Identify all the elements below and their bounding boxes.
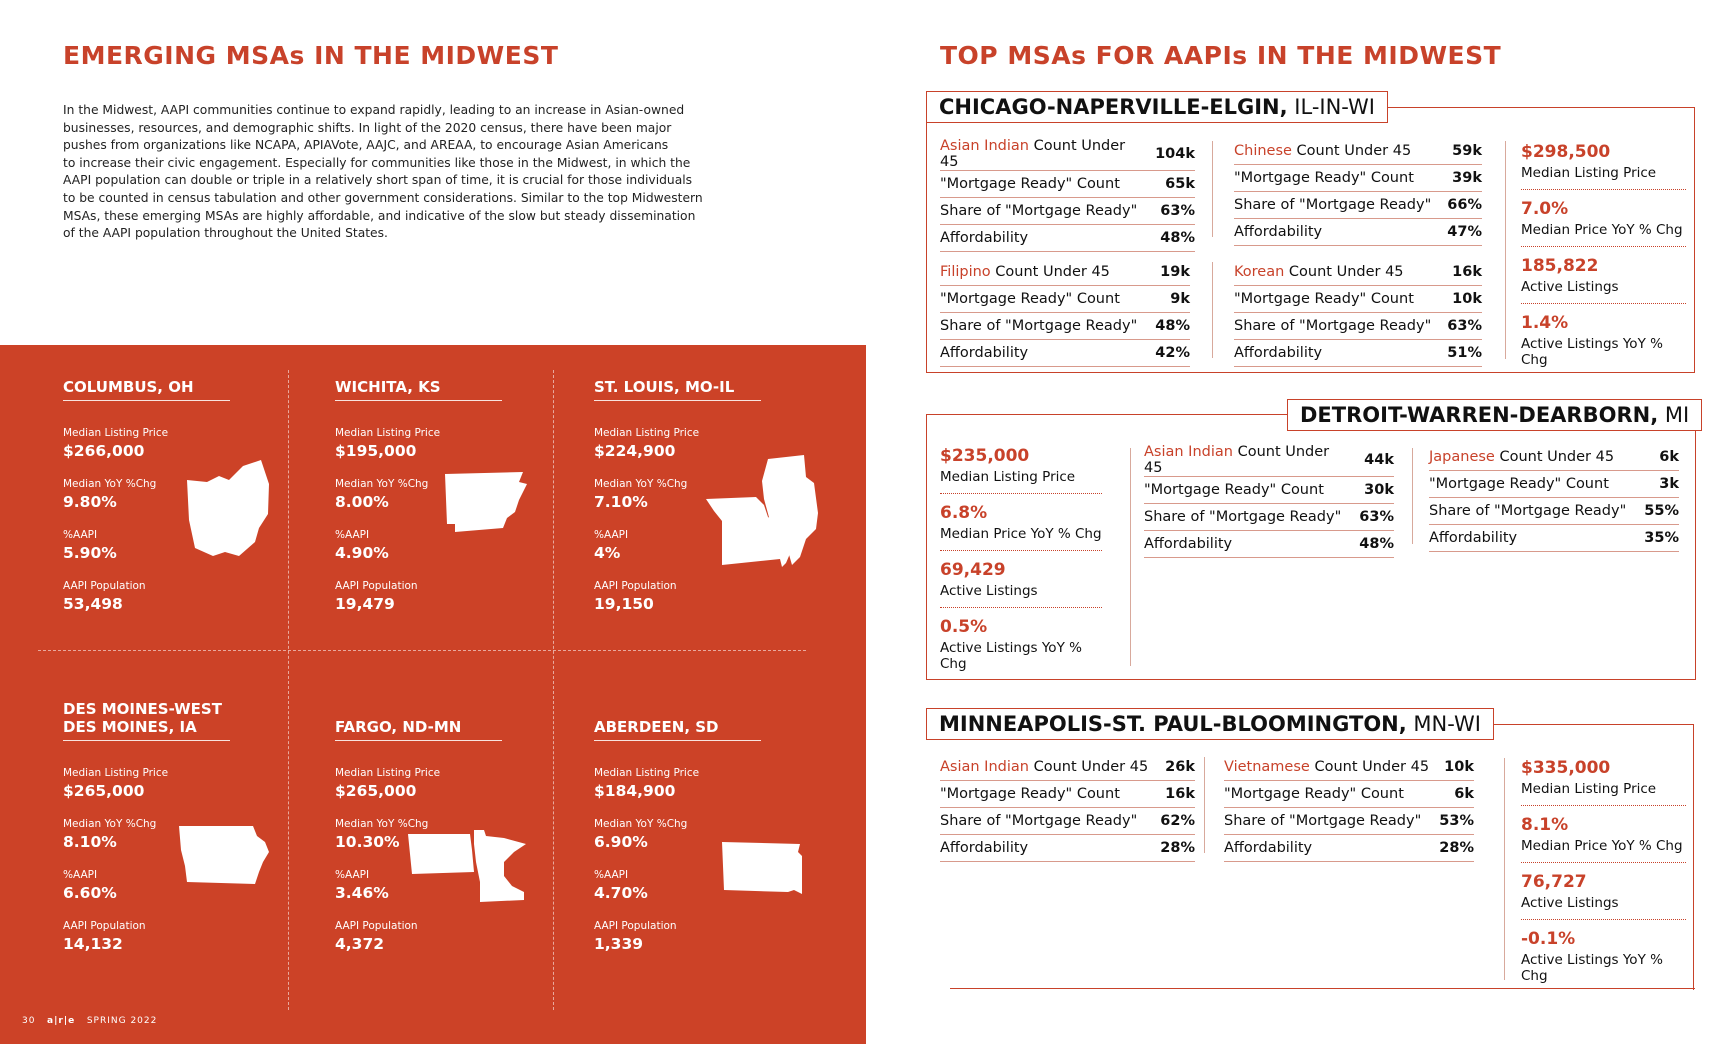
row-label: Affordability — [1234, 219, 1438, 246]
stat-value: 7.10% — [594, 493, 648, 511]
table-value: 65k — [1147, 171, 1195, 198]
missouri-illinois-shape-icon — [706, 455, 823, 575]
table-value: 63% — [1438, 313, 1482, 340]
stat-label: Median YoY %Chg — [335, 818, 429, 830]
kpi-column — [940, 446, 1102, 689]
intro-line: pushes from organizations like NCAPA, APIAVote, AAJC, and AREAA, to encourage Asian Americans — [63, 138, 669, 153]
row-label: Share of "Mortgage Ready" — [1234, 192, 1438, 219]
stat-value: 6.90% — [594, 833, 648, 851]
stat-label: Median Listing Price — [63, 427, 169, 439]
table-value: 59k — [1438, 138, 1482, 165]
stat-label: Median Listing Price — [335, 767, 441, 779]
stat-value: 8.10% — [63, 833, 117, 851]
card-title: CHICAGO-NAPERVILLE-ELGIN, IL-IN-WI — [926, 91, 1388, 123]
row-label: Share of "Mortgage Ready" — [1429, 498, 1634, 525]
stat-label: Median YoY %Chg — [594, 478, 688, 490]
stat-value: 14,132 — [63, 935, 123, 953]
divider — [1212, 141, 1213, 237]
divider — [1204, 757, 1205, 853]
stat-label: AAPI Population — [594, 920, 677, 932]
intro-line: MSAs, these emerging MSAs are highly affordable, and indicative of the slow but steady dissemination — [63, 208, 696, 223]
stat-value: $224,900 — [594, 442, 676, 460]
divider — [1412, 448, 1413, 544]
stat-label: AAPI Population — [335, 580, 418, 592]
intro-paragraph — [63, 102, 723, 243]
divider — [1505, 141, 1506, 359]
table-value: 48% — [1351, 531, 1394, 558]
stat-label: AAPI Population — [594, 580, 677, 592]
stat-label: Median YoY %Chg — [335, 478, 429, 490]
row-label: Affordability — [1144, 531, 1351, 558]
ethnicity-table: Vietnamese Count Under 45 10k "Mortgage Ready" Count 6k Share of "Mortgage Ready" 53% Affordability 28% — [1224, 754, 1474, 862]
ethnicity-label: Chinese — [1234, 143, 1292, 159]
table-value: 28% — [1152, 835, 1195, 862]
intro-line: of the AAPI population throughout the United States. — [63, 226, 388, 241]
kpi-item: 6.8% Median Price YoY % Chg — [940, 503, 1102, 551]
table-value: 104k — [1147, 138, 1195, 171]
table-value: 10k — [1438, 286, 1482, 313]
msa-name: ABERDEEN, SD — [594, 718, 761, 741]
msa-name: DES MOINES-WEST DES MOINES, IA — [63, 700, 230, 741]
table-value: 16k — [1152, 781, 1195, 808]
table-value: 28% — [1431, 835, 1474, 862]
table-value: 6k — [1634, 444, 1679, 471]
table-value: 62% — [1152, 808, 1195, 835]
row-label: "Mortgage Ready" Count — [940, 286, 1145, 313]
stat-value: 4.70% — [594, 884, 648, 902]
stat-value: 19,479 — [335, 595, 395, 613]
row-label: Affordability — [1429, 525, 1634, 552]
stat-label: AAPI Population — [63, 580, 146, 592]
stat-value: 5.90% — [63, 544, 117, 562]
table-value: 9k — [1145, 286, 1190, 313]
stat-label: %AAPI — [63, 529, 98, 541]
table-value: 26k — [1152, 754, 1195, 781]
ohio-shape-icon — [185, 460, 270, 558]
row-label: "Mortgage Ready" Count — [1429, 471, 1634, 498]
kpi-column — [1521, 758, 1686, 1001]
stat-label: Median Listing Price — [594, 427, 700, 439]
table-value: 53% — [1431, 808, 1474, 835]
stat-label: Median Listing Price — [63, 767, 169, 779]
msa-aberdeen — [594, 718, 804, 953]
row-label: Share of "Mortgage Ready" — [1224, 808, 1431, 835]
ethnicity-table: Korean Count Under 45 16k "Mortgage Ready" Count 10k Share of "Mortgage Ready" 63% Affordability 51% — [1234, 259, 1482, 367]
table-value: 47% — [1438, 219, 1482, 246]
ethnicity-label: Filipino — [940, 264, 991, 280]
row-label: Share of "Mortgage Ready" — [940, 313, 1145, 340]
ethnicity-table: Asian Indian Count Under 45 44k "Mortgage Ready" Count 30k Share of "Mortgage Ready" 63% Affordability 48% — [1144, 444, 1394, 558]
table-value: 6k — [1431, 781, 1474, 808]
kpi-item: 7.0% Median Price YoY % Chg — [1521, 199, 1686, 247]
table-value: 19k — [1145, 259, 1190, 286]
row-label: Share of "Mortgage Ready" — [940, 808, 1152, 835]
table-value: 39k — [1438, 165, 1482, 192]
row-label: "Mortgage Ready" Count — [1224, 781, 1431, 808]
msa-name: WICHITA, KS — [335, 378, 502, 401]
msa-name: FARGO, ND-MN — [335, 718, 502, 741]
kpi-item: -0.1% Active Listings YoY % Chg — [1521, 929, 1663, 984]
table-value: 63% — [1351, 504, 1394, 531]
ethnicity-label: Asian Indian — [940, 138, 1029, 154]
divider — [1212, 262, 1213, 358]
table-value: 55% — [1634, 498, 1679, 525]
card-title: DETROIT-WARREN-DEARBORN, MI — [1287, 399, 1702, 431]
table-value: 42% — [1145, 340, 1190, 367]
kpi-item: 0.5% Active Listings YoY % Chg — [940, 617, 1082, 672]
table-value: 35% — [1634, 525, 1679, 552]
stat-label: Median Listing Price — [594, 767, 700, 779]
msa-name: ST. LOUIS, MO-IL — [594, 378, 761, 401]
table-value: 48% — [1145, 313, 1190, 340]
stat-value: $266,000 — [63, 442, 145, 460]
row-label: Share of "Mortgage Ready" — [1234, 313, 1438, 340]
divider — [1504, 758, 1505, 980]
intro-line: to increase their civic engagement. Especially for communities like those in the Midwest, in which the — [63, 155, 691, 170]
table-value: 63% — [1147, 198, 1195, 225]
table-value: 30k — [1351, 477, 1394, 504]
ethnicity-label: Asian Indian — [1144, 444, 1233, 460]
stat-value: 3.46% — [335, 884, 389, 902]
row-label: Affordability — [1234, 340, 1438, 367]
intro-line: In the Midwest, AAPI communities continue to expand rapidly, leading to an increase in Asian-owned — [63, 103, 685, 117]
stat-label: Median YoY %Chg — [63, 818, 157, 830]
stat-value: $265,000 — [63, 782, 145, 800]
stat-value: 1,339 — [594, 935, 644, 953]
issue-label: SPRING 2022 — [86, 1016, 158, 1026]
ethnicity-label: Vietnamese — [1224, 759, 1310, 775]
divider — [288, 370, 289, 1010]
iowa-shape-icon — [179, 826, 269, 884]
stat-label: %AAPI — [335, 869, 370, 881]
ethnicity-table: Filipino Count Under 45 19k "Mortgage Ready" Count 9k Share of "Mortgage Ready" 48% Affordability 42% — [940, 259, 1190, 367]
brand-logo: a|r|e — [47, 1016, 76, 1026]
kpi-item: 8.1% Median Price YoY % Chg — [1521, 815, 1686, 863]
table-value: 48% — [1147, 225, 1195, 252]
page-footer — [22, 1016, 157, 1026]
kpi-item: $235,000 Median Listing Price — [940, 446, 1102, 494]
stat-label: %AAPI — [594, 529, 629, 541]
divider — [1130, 448, 1131, 666]
stat-value: 19,150 — [594, 595, 654, 613]
stat-value: 10.30% — [335, 833, 400, 851]
kpi-item: 185,822 Active Listings — [1521, 256, 1686, 304]
kpi-item: $298,500 Median Listing Price — [1521, 142, 1686, 190]
ethnicity-table: Chinese Count Under 45 59k "Mortgage Ready" Count 39k Share of "Mortgage Ready" 66% Affordability 47% — [1234, 138, 1482, 246]
stat-value: 6.60% — [63, 884, 117, 902]
arkansas-shape-icon — [445, 472, 527, 534]
stat-value: 9.80% — [63, 493, 117, 511]
ethnicity-table: Japanese Count Under 45 6k "Mortgage Ready" Count 3k Share of "Mortgage Ready" 55% Affordability 35% — [1429, 444, 1679, 552]
stat-label: Median Listing Price — [335, 427, 441, 439]
kpi-item: $335,000 Median Listing Price — [1521, 758, 1686, 806]
ethnicity-label: Asian Indian — [940, 759, 1029, 775]
ethnicity-label: Japanese — [1429, 449, 1495, 465]
south-dakota-shape-icon — [722, 842, 804, 896]
card-title: MINNEAPOLIS-ST. PAUL-BLOOMINGTON, MN-WI — [926, 708, 1494, 740]
stat-label: Median YoY %Chg — [594, 818, 688, 830]
kpi-column — [1521, 142, 1686, 385]
row-label: "Mortgage Ready" Count — [1234, 165, 1438, 192]
stat-label: %AAPI — [594, 869, 629, 881]
row-label: "Mortgage Ready" Count — [940, 171, 1147, 198]
table-value: 51% — [1438, 340, 1482, 367]
right-page-heading: TOP MSAs FOR AAPIs IN THE MIDWEST — [940, 41, 1502, 70]
ethnicity-table: Asian Indian Count Under 45 104k "Mortgage Ready" Count 65k Share of "Mortgage Ready" 63% Affordability 48% — [940, 138, 1195, 252]
kpi-item: 69,429 Active Listings — [940, 560, 1102, 608]
north-dakota-minnesota-shape-icon — [408, 830, 536, 906]
stat-value: $265,000 — [335, 782, 417, 800]
kpi-item: 76,727 Active Listings — [1521, 872, 1686, 920]
msa-name: COLUMBUS, OH — [63, 378, 230, 401]
row-label: "Mortgage Ready" Count — [1144, 477, 1351, 504]
intro-line: AAPI population can double or triple in a relatively short span of time, it is crucial for those individuals — [63, 173, 693, 188]
row-label: Share of "Mortgage Ready" — [1144, 504, 1351, 531]
stat-label: AAPI Population — [63, 920, 146, 932]
stat-label: Median YoY %Chg — [63, 478, 157, 490]
divider — [553, 370, 554, 1010]
stat-value: 4,372 — [335, 935, 385, 953]
kpi-item: 1.4% Active Listings YoY % Chg — [1521, 313, 1663, 368]
stat-value: 4% — [594, 544, 621, 562]
row-label: Affordability — [940, 340, 1145, 367]
page-number: 30 — [22, 1016, 36, 1026]
stat-value: 53,498 — [63, 595, 123, 613]
ethnicity-table: Asian Indian Count Under 45 26k "Mortgage Ready" Count 16k Share of "Mortgage Ready" 62% Affordability 28% — [940, 754, 1195, 862]
divider — [38, 650, 806, 651]
table-value: 66% — [1438, 192, 1482, 219]
table-value: 44k — [1351, 444, 1394, 477]
row-label: Affordability — [940, 225, 1147, 252]
row-label: "Mortgage Ready" Count — [940, 781, 1152, 808]
row-label: Share of "Mortgage Ready" — [940, 198, 1147, 225]
row-label: Affordability — [1224, 835, 1431, 862]
intro-line: to be counted in census tabulation and other government considerations. Similar to the top Midwestern — [63, 190, 703, 205]
stat-value: $195,000 — [335, 442, 417, 460]
row-label: Affordability — [940, 835, 1152, 862]
stat-value: $184,900 — [594, 782, 676, 800]
stat-value: 4.90% — [335, 544, 389, 562]
stat-label: AAPI Population — [335, 920, 418, 932]
stat-label: %AAPI — [63, 869, 98, 881]
row-label: "Mortgage Ready" Count — [1234, 286, 1438, 313]
table-value: 10k — [1431, 754, 1474, 781]
table-value: 16k — [1438, 259, 1482, 286]
table-value: 3k — [1634, 471, 1679, 498]
intro-line: businesses, resources, and demographic shifts. In light of the 2020 census, there have been major — [63, 120, 672, 135]
stat-label: %AAPI — [335, 529, 370, 541]
stat-value: 8.00% — [335, 493, 389, 511]
ethnicity-label: Korean — [1234, 264, 1285, 280]
left-page-heading: EMERGING MSAs IN THE MIDWEST — [63, 41, 559, 70]
